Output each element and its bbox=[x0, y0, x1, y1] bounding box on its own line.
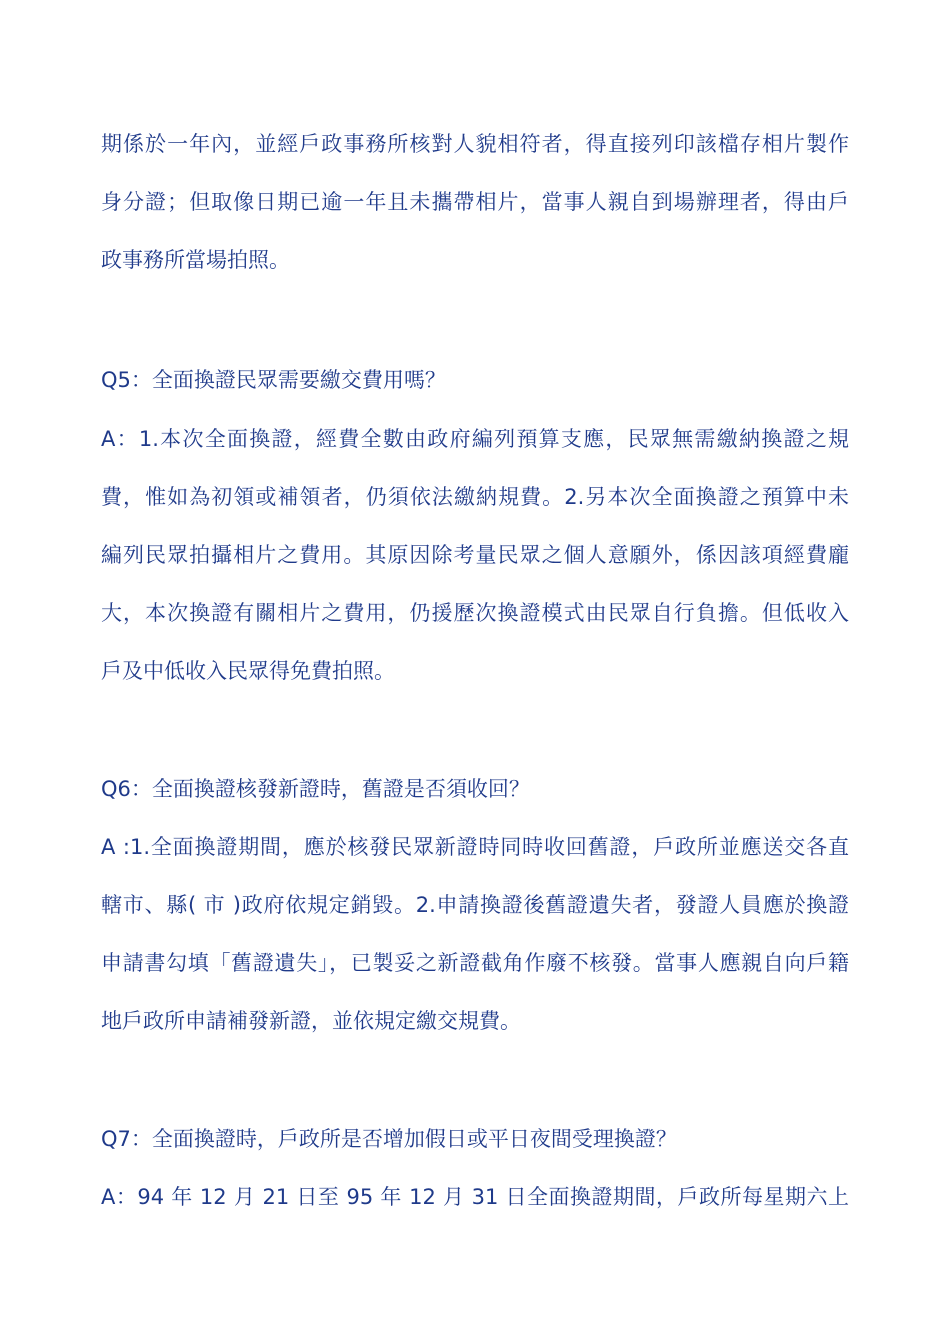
answer-a7-line-1: A：94 年 12 月 21 日至 95 年 12 月 31 日全面換證期間，戶政所每星期六上 bbox=[101, 1185, 849, 1209]
answer-a5-line-4: 大，本次換證有關相片之費用，仍援歷次換證模式由民眾自行負擔。但低收入 bbox=[101, 601, 849, 625]
answer-a6-line-1: A :1.全面換證期間，應於核發民眾新證時同時收回舊證，戶政所並應送交各直 bbox=[101, 835, 849, 859]
answer-a6-line-2: 轄市、縣( 市 )政府依規定銷毀。2.申請換證後舊證遺失者，發證人員應於換證 bbox=[101, 893, 849, 917]
answer-a6-line-4: 地戶政所申請補發新證，並依規定繳交規費。 bbox=[101, 1009, 521, 1033]
question-q6: Q6：全面換證核發新證時，舊證是否須收回？ bbox=[101, 777, 530, 801]
paragraph-intro-line-1: 期係於一年內，並經戶政事務所核對人貌相符者，得直接列印該檔存相片製作 bbox=[101, 132, 849, 156]
answer-a5-line-3: 編列民眾拍攝相片之費用。其原因除考量民眾之個人意願外，係因該項經費龐 bbox=[101, 543, 849, 567]
answer-a5-line-1: A：1.本次全面換證，經費全數由政府編列預算支應，民眾無需繳納換證之規 bbox=[101, 427, 849, 451]
question-q7: Q7：全面換證時，戶政所是否增加假日或平日夜間受理換證？ bbox=[101, 1127, 677, 1151]
answer-a5-line-2: 費，惟如為初領或補領者，仍須依法繳納規費。2.另本次全面換證之預算中未 bbox=[101, 485, 849, 509]
paragraph-intro-line-3: 政事務所當場拍照。 bbox=[101, 248, 290, 272]
answer-a5-line-5: 戶及中低收入民眾得免費拍照。 bbox=[101, 659, 395, 683]
question-q5: Q5：全面換證民眾需要繳交費用嗎？ bbox=[101, 368, 446, 392]
answer-a6-line-3: 申請書勾填「舊證遺失」，已製妥之新證截角作廢不核發。當事人應親自向戶籍 bbox=[101, 951, 849, 975]
paragraph-intro-line-2: 身分證；但取像日期已逾一年且未攜帶相片，當事人親自到場辦理者，得由戶 bbox=[101, 190, 849, 214]
